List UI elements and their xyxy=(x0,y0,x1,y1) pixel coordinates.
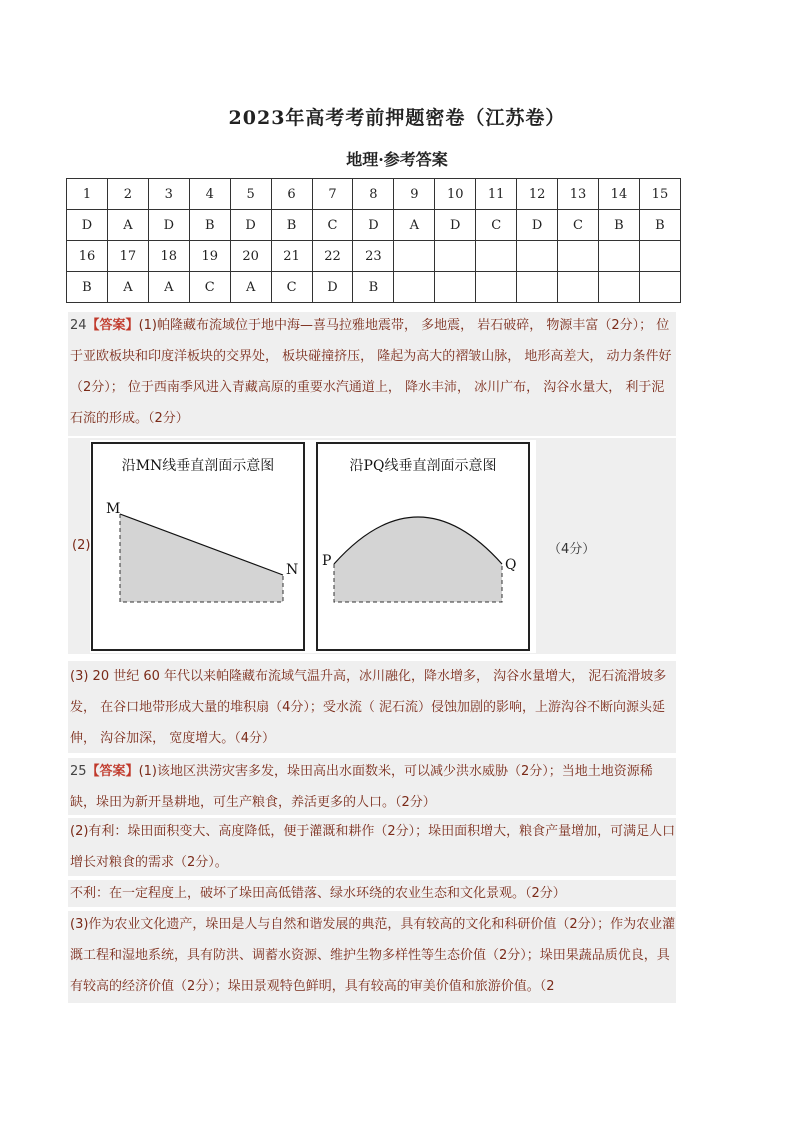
q25-answer-2: (2)有利：垛田面积变大、高度降低，便于灌溉和耕作（2分）；垛田面积增大，粮食产量增加，可满足人口增长对粮食的需求（2分）。 xyxy=(70,824,676,870)
answer-table-cell: 13 xyxy=(558,179,599,210)
answer-table-cell: D xyxy=(435,210,476,241)
answer-table-row xyxy=(67,210,681,241)
answer-table-cell xyxy=(476,241,517,272)
answer-table-cell: 19 xyxy=(189,241,230,272)
q24-answer-3: (3) 20 世纪 60 年代以来帕隆藏布流域气温升高，冰川融化，降水增多， 沟谷水量增大， 泥石流滑坡多发， 在谷口地带形成大量的堆积扇（4分）；受水流（ 泥石流）侵蚀加剧的影响，上游沟谷不断向源头延伸， 沟谷加深， 宽度增大。（4分） xyxy=(70,669,667,746)
answer-table-cell xyxy=(394,272,435,303)
profile-diagrams xyxy=(90,440,540,655)
question-number: 25 xyxy=(70,764,87,779)
answer-table-cell: D xyxy=(67,210,108,241)
answer-table-cell xyxy=(558,241,599,272)
mn-start-label: M xyxy=(106,501,121,517)
answer-table-cell xyxy=(558,272,599,303)
q25-p1-text: (1)该地区洪涝灾害多发，垛田高出水面数米，可以减少洪水威胁（2分）；当地土地资源稀缺，垛田为新开垦耕地，可生产粮食，养活更多的人口。（2分） xyxy=(70,764,653,810)
answer-table-cell: B xyxy=(189,210,230,241)
answer-table-cell: C xyxy=(189,272,230,303)
answer-table-cell: 2 xyxy=(107,179,148,210)
answer-table-cell: 10 xyxy=(435,179,476,210)
answer-table-cell: 21 xyxy=(271,241,312,272)
answer-table-cell: 14 xyxy=(598,179,639,210)
answer-table-cell: 8 xyxy=(353,179,394,210)
answer-table-cell: A xyxy=(394,210,435,241)
answer-tag: 【答案】 xyxy=(86,318,139,333)
answer-table-cell: B xyxy=(353,272,394,303)
answer-table-cell xyxy=(517,272,558,303)
mn-end-label: N xyxy=(286,562,299,578)
answer-table-row xyxy=(67,179,681,210)
answer-table-cell: D xyxy=(312,272,353,303)
answer-table xyxy=(66,178,681,303)
answer-table-cell: A xyxy=(230,272,271,303)
mn-panel-title: 沿MN线垂直剖面示意图 xyxy=(121,458,275,474)
answer-table-cell: C xyxy=(312,210,353,241)
answer-table-cell: 16 xyxy=(67,241,108,272)
answer-table-cell xyxy=(598,272,639,303)
answer-table-cell xyxy=(639,241,680,272)
answer-table-cell: B xyxy=(67,272,108,303)
answer-table-cell: 1 xyxy=(67,179,108,210)
answer-table-cell xyxy=(394,241,435,272)
pq-panel-title: 沿PQ线垂直剖面示意图 xyxy=(349,458,497,474)
answer-table-cell: C xyxy=(558,210,599,241)
q24-p1-text: (1)帕隆藏布流域位于地中海—喜马拉雅地震带， 多地震， 岩石破碎， 物源丰富（2分）； 位于亚欧板块和印度洋板块的交界处， 板块碰撞挤压， 隆起为高大的褶皱山脉， 地形高差大， 动力条件好（2分）； 位于西南季风进入青藏高原的重要水汽通道上， 降水丰沛， 冰川广布， 沟谷水量大， 利于泥石流的形成。（2分） xyxy=(70,318,672,426)
answer-table-cell xyxy=(476,272,517,303)
answer-table-cell: 3 xyxy=(148,179,189,210)
answer-table-cell xyxy=(435,241,476,272)
answer-table-row xyxy=(67,241,681,272)
answer-table-cell: 12 xyxy=(517,179,558,210)
q24-answer-1 xyxy=(70,310,676,434)
q24-p2-label: (2) xyxy=(72,538,91,553)
answer-table-cell: 17 xyxy=(107,241,148,272)
q24-p2-score: （4分） xyxy=(548,542,596,557)
q25-answer-3: (3)作为农业文化遗产，垛田是人与自然和谐发展的典范，具有较高的文化和科研价值（2分）；作为农业灌溉工程和湿地系统，具有防洪、调蓄水资源、维护生物多样性等生态价值（2分）；垛田果蔬品质优良，具有较高的经济价值（2分）；垛田景观特色鲜明，具有较高的审美价值和旅游价值。（2 xyxy=(70,917,676,994)
answer-table-cell: B xyxy=(271,210,312,241)
answer-table-cell: 15 xyxy=(639,179,680,210)
answer-table-cell: 18 xyxy=(148,241,189,272)
answer-table-cell: B xyxy=(639,210,680,241)
q25-answer-1 xyxy=(70,756,676,818)
answer-table-cell: 23 xyxy=(353,241,394,272)
question-number: 24 xyxy=(70,318,87,333)
answer-table-cell: A xyxy=(148,272,189,303)
answer-table-cell: 11 xyxy=(476,179,517,210)
answer-table-cell xyxy=(598,241,639,272)
answer-table-cell: C xyxy=(271,272,312,303)
answer-tag: 【答案】 xyxy=(86,764,139,779)
answer-table-cell: 7 xyxy=(312,179,353,210)
answer-table-cell: 6 xyxy=(271,179,312,210)
answer-table-cell: A xyxy=(107,272,148,303)
answer-table-cell: B xyxy=(598,210,639,241)
pq-end-label: Q xyxy=(505,557,517,573)
answer-table-cell: 20 xyxy=(230,241,271,272)
answer-table-cell: 22 xyxy=(312,241,353,272)
answer-table-cell xyxy=(639,272,680,303)
answer-table-cell: D xyxy=(230,210,271,241)
answer-table-cell: 5 xyxy=(230,179,271,210)
answer-table-cell: 4 xyxy=(189,179,230,210)
page-subtitle: 地理·参考答案 xyxy=(346,150,448,169)
answer-table-cell: A xyxy=(107,210,148,241)
answer-table-cell xyxy=(517,241,558,272)
answer-table-cell: C xyxy=(476,210,517,241)
pq-start-label: P xyxy=(322,553,332,569)
answer-table-row xyxy=(67,272,681,303)
page-title: 2023年高考考前押题密卷（江苏卷） xyxy=(228,107,566,129)
answer-table-cell: 9 xyxy=(394,179,435,210)
answer-table-cell: D xyxy=(148,210,189,241)
answer-table-cell: D xyxy=(517,210,558,241)
answer-table-cell xyxy=(435,272,476,303)
q25-answer-2b: 不利：在一定程度上，破坏了垛田高低错落、绿水环绕的农业生态和文化景观。（2分） xyxy=(70,886,566,901)
answer-table-cell: D xyxy=(353,210,394,241)
